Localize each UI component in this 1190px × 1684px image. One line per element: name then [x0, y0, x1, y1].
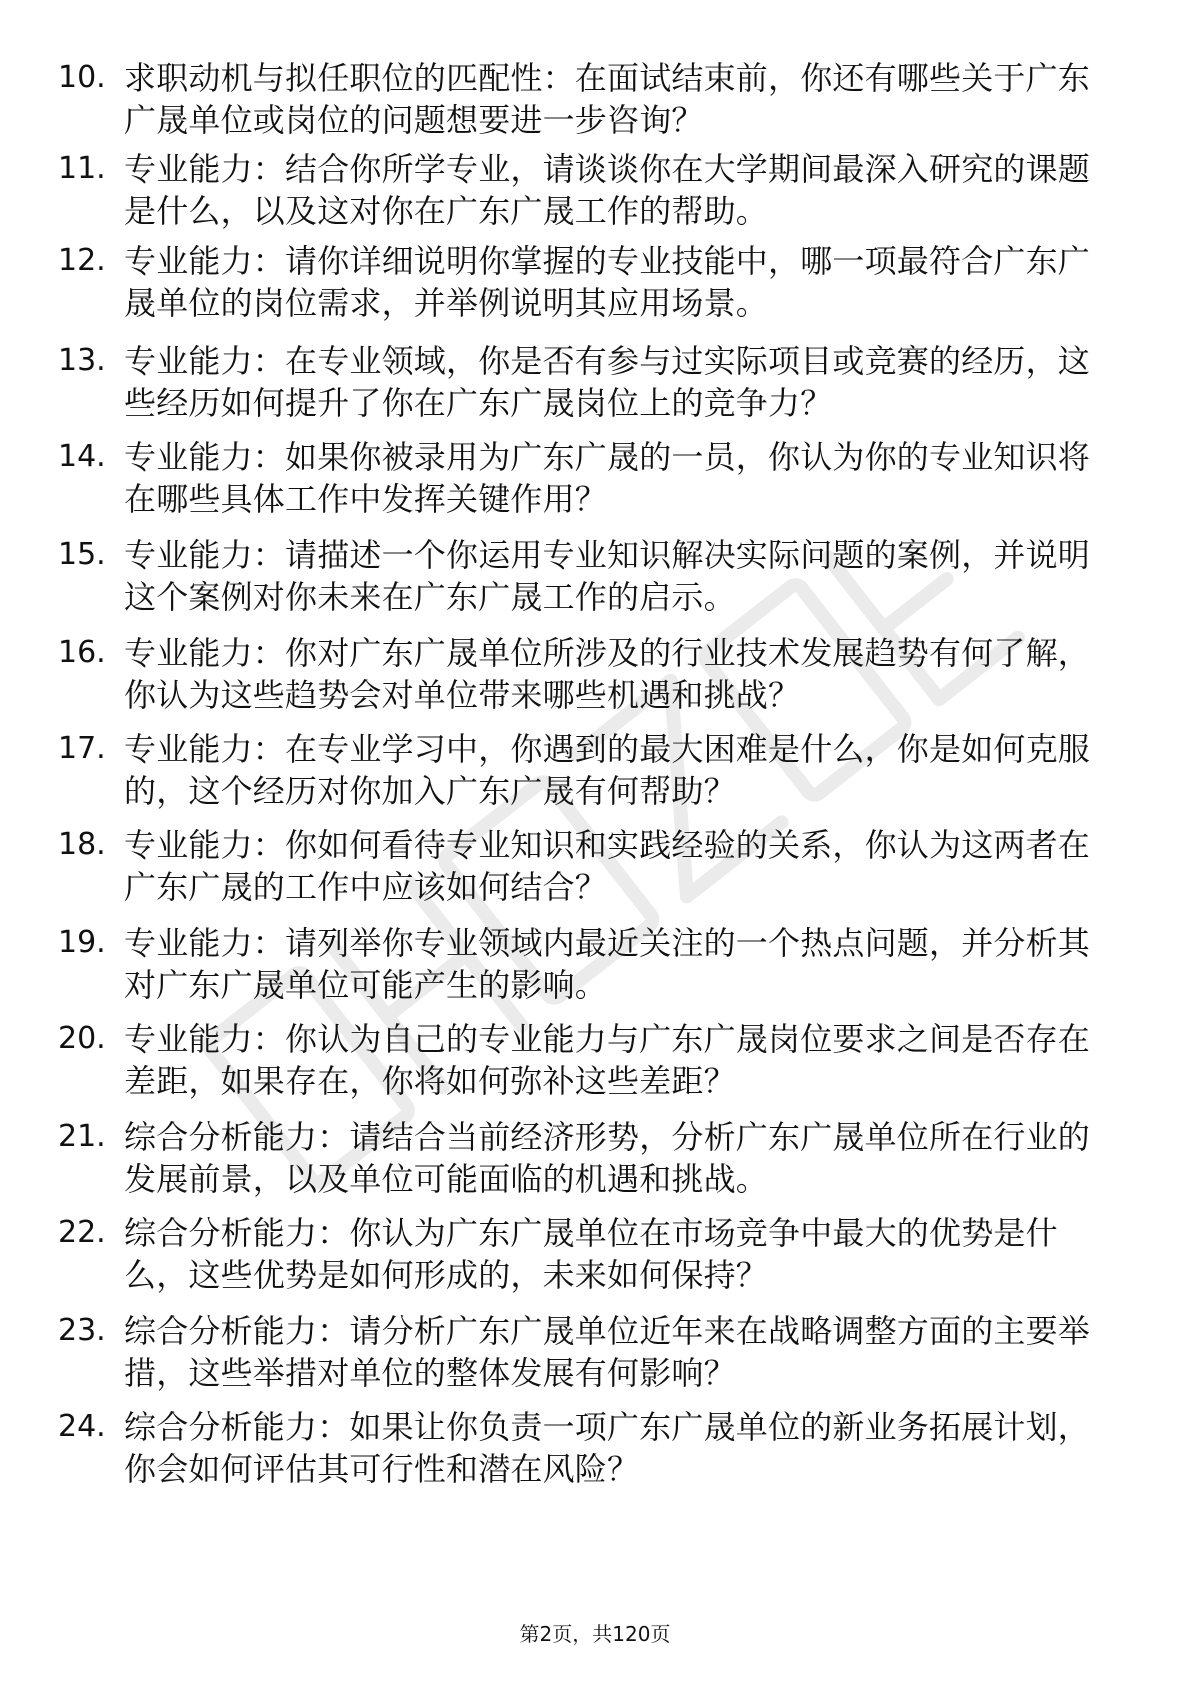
- question-text: 专业能力：你如何看待专业知识和实践经验的关系，你认为这两者在广东广晟的工作中应该如何结合？: [124, 826, 1091, 906]
- question-text: 专业能力：请你详细说明你掌握的专业技能中，哪一项最符合广东广晟单位的岗位需求，并举例说明其应用场景。: [124, 242, 1091, 322]
- question-text: 综合分析能力：如果让你负责一项广东广晟单位的新业务拓展计划，你会如何评估其可行性和潜在风险？: [124, 1408, 1091, 1488]
- question-text: 求职动机与拟任职位的匹配性：在面试结束前，你还有哪些关于广东广晟单位或岗位的问题想要进一步咨询？: [124, 59, 1091, 139]
- question-number: 17.: [58, 731, 106, 766]
- list-item: [0, 1116, 1190, 1216]
- list-item: [0, 57, 1190, 157]
- list-item: [0, 534, 1190, 634]
- question-text: 综合分析能力：请分析广东广晟单位近年来在战略调整方面的主要举措，这些举措对单位的整体发展有何影响？: [124, 1312, 1091, 1392]
- list-item: [0, 824, 1190, 924]
- list-item: [0, 1406, 1190, 1506]
- question-number: 13.: [58, 343, 106, 378]
- question-text: 综合分析能力：你认为广东广晟单位在市场竞争中最大的优势是什么，这些优势是如何形成的，未来如何保持？: [124, 1214, 1058, 1294]
- question-text: 专业能力：如果你被录用为广东广晟的一员，你认为你的专业知识将在哪些具体工作中发挥关键作用？: [124, 438, 1091, 518]
- question-number: 12.: [58, 243, 106, 278]
- list-item: [0, 240, 1190, 340]
- question-text: 专业能力：结合你所学专业，请谈谈你在大学期间最深入研究的课题是什么，以及这对你在广东广晟工作的帮助。: [124, 150, 1091, 230]
- question-text: 专业能力：请列举你专业领域内最近关注的一个热点问题，并分析其对广东广晟单位可能产生的影响。: [124, 924, 1091, 1004]
- question-number: 18.: [58, 827, 106, 862]
- question-number: 10.: [58, 60, 106, 95]
- list-item: [0, 436, 1190, 536]
- question-number: 16.: [58, 635, 106, 670]
- question-number: 14.: [58, 439, 106, 474]
- list-item: [0, 1018, 1190, 1118]
- question-text: 专业能力：你对广东广晟单位所涉及的行业技术发展趋势有何了解，你认为这些趋势会对单位带来哪些机遇和挑战？: [124, 634, 1091, 714]
- question-text: 专业能力：请描述一个你运用专业知识解决实际问题的案例，并说明这个案例对你未来在广东广晟工作的启示。: [124, 536, 1091, 616]
- question-number: 24.: [58, 1409, 106, 1444]
- list-item: [0, 1310, 1190, 1410]
- question-number: 11.: [58, 151, 106, 186]
- list-item: [0, 728, 1190, 828]
- list-item: [0, 340, 1190, 440]
- question-text: 综合分析能力：请结合当前经济形势，分析广东广晟单位所在行业的发展前景，以及单位可能面临的机遇和挑战。: [124, 1118, 1091, 1198]
- question-number: 20.: [58, 1021, 106, 1056]
- question-number: 21.: [58, 1119, 106, 1154]
- question-number: 19.: [58, 925, 106, 960]
- list-item: [0, 922, 1190, 1022]
- list-item: [0, 1212, 1190, 1312]
- question-number: 15.: [58, 537, 106, 572]
- list-item: [0, 632, 1190, 732]
- question-text: 专业能力：你认为自己的专业能力与广东广晟岗位要求之间是否存在差距，如果存在，你将如何弥补这些差距？: [124, 1020, 1091, 1100]
- question-text: 专业能力：在专业学习中，你遇到的最大困难是什么，你是如何克服的，这个经历对你加入广东广晟有何帮助？: [124, 730, 1091, 810]
- question-text: 专业能力：在专业领域，你是否有参与过实际项目或竞赛的经历，这些经历如何提升了你在广东广晟岗位上的竞争力？: [124, 342, 1091, 422]
- question-number: 23.: [58, 1313, 106, 1348]
- page-number: 第2页，共120页: [519, 1622, 671, 1646]
- list-item: [0, 148, 1190, 248]
- question-number: 22.: [58, 1215, 106, 1250]
